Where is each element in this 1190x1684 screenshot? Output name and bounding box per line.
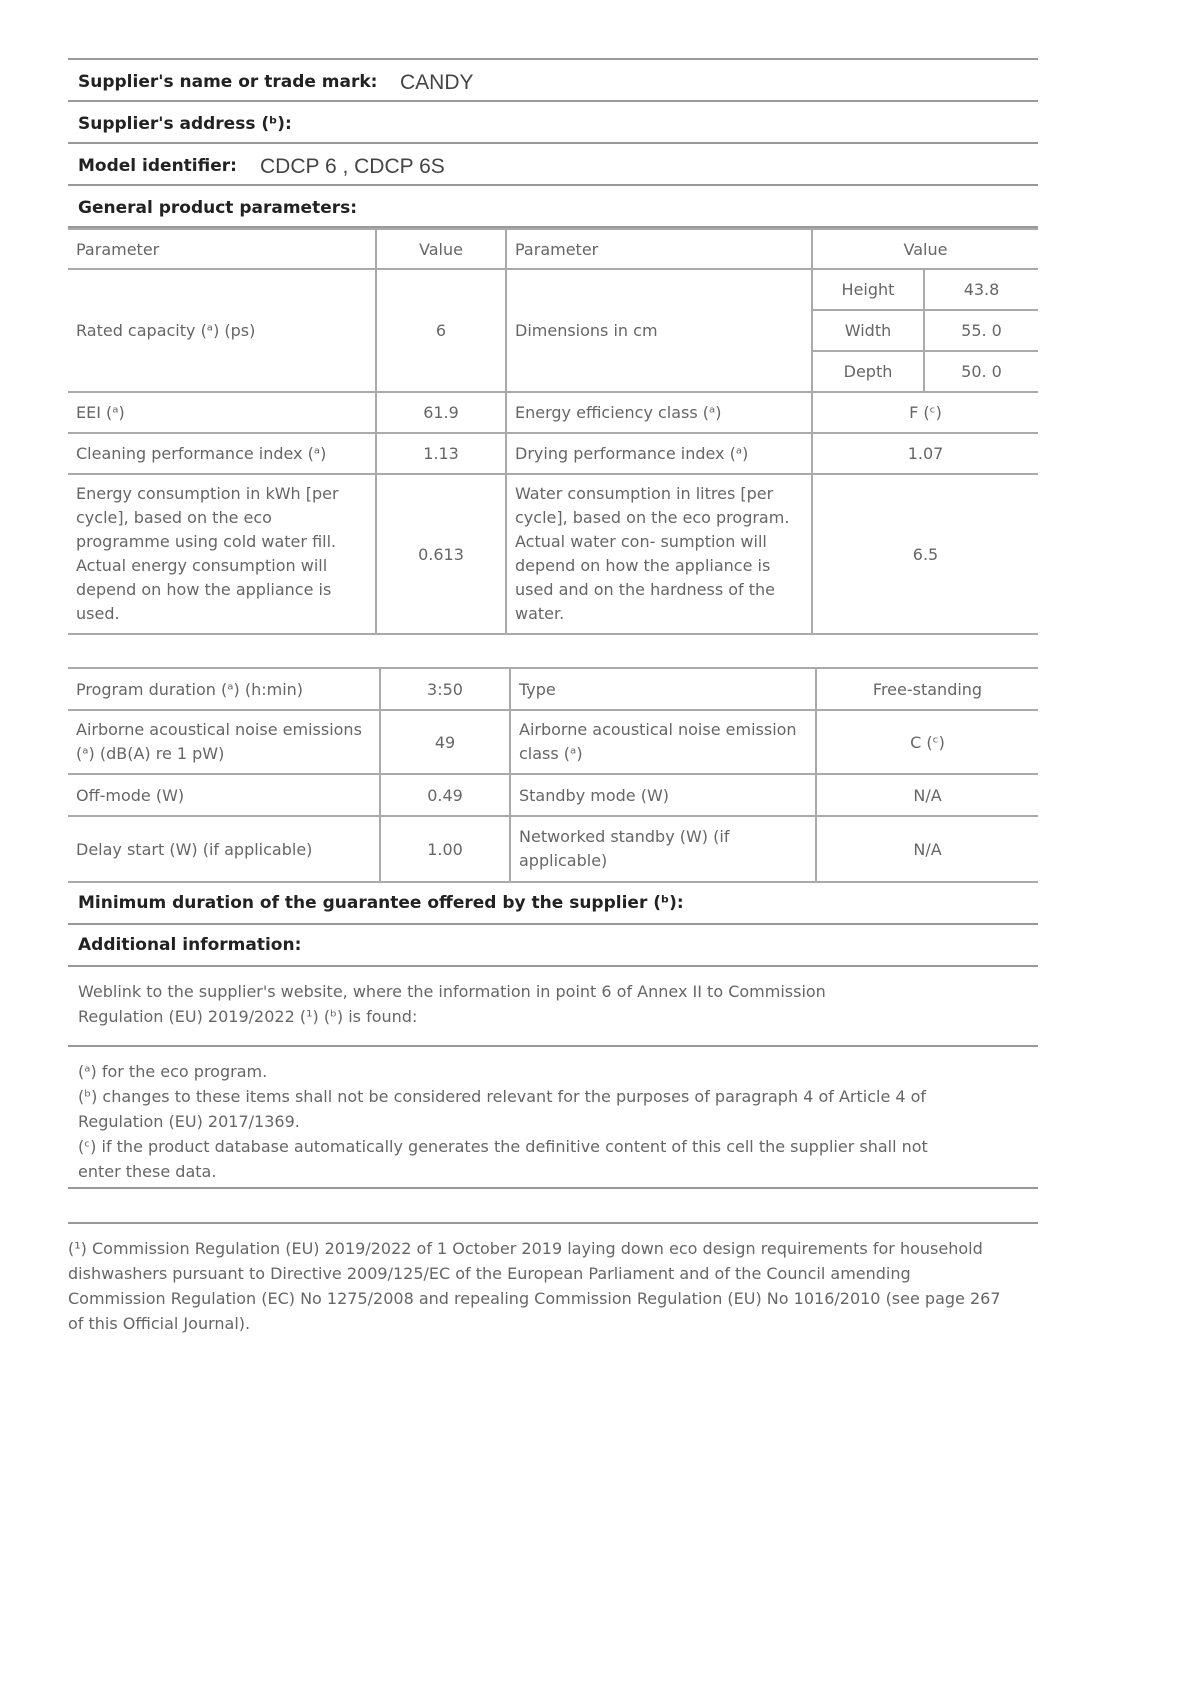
depth-label: Depth [812,351,924,392]
model-identifier-label: Model identifier: [78,156,237,176]
rated-capacity-value: 6 [376,269,506,392]
depth-value: 50. 0 [924,351,1038,392]
cleaning-index-value: 1.13 [376,433,506,474]
energy-class-label: Energy efficiency class (ᵃ) [506,392,812,433]
standby-mode-value: N/A [816,774,1038,816]
noise-class-label: Airborne acoustical noise emission class (ᵃ) [510,710,816,774]
type-value: Free-standing [816,668,1038,710]
delay-start-label: Delay start (W) (if applicable) [68,816,380,882]
note-b: (ᵇ) changes to these items shall not be considered relevant for the purposes of paragraph 4 of Article 4 of Regulation (EU) 2017/1369. [78,1087,927,1131]
footnote [68,1222,1038,1336]
notes-block [68,1047,1038,1189]
weblink-text: Weblink to the supplier's website, where the information in point 6 of Annex II to Commission Regulation (EU) 2019/2022 (¹) (ᵇ) is found: [78,982,826,1026]
table-gap [68,635,1038,667]
model-identifier-value: CDCP 6 , CDCP 6S [260,155,445,178]
table-row [68,668,1038,710]
table-row [68,433,1038,474]
table-row [68,710,1038,774]
water-consumption-label: Water consumption in litres [per cycle], based on the eco program. Actual water con- sumption will depend on how the appliance is used and on the hardness of the water. [506,474,812,634]
energy-class-value: F (ᶜ) [812,392,1038,433]
header-value-2: Value [812,229,1038,269]
height-label: Height [812,269,924,310]
eei-value: 61.9 [376,392,506,433]
table-row [68,269,1038,310]
supplier-name-label: Supplier's name or trade mark: [78,72,378,92]
width-label: Width [812,310,924,351]
noise-class-value: C (ᶜ) [816,710,1038,774]
table-row [68,392,1038,433]
eei-label: EEI (ᵃ) [68,392,376,433]
networked-standby-value: N/A [816,816,1038,882]
program-duration-value: 3:50 [380,668,510,710]
off-mode-label: Off-mode (W) [68,774,380,816]
dimensions-label: Dimensions in cm [506,269,812,392]
supplier-name-row [68,60,1038,102]
general-parameters-table [68,228,1038,635]
guarantee-label: Minimum duration of the guarantee offered by the supplier (ᵇ): [78,893,684,913]
type-label: Type [510,668,816,710]
height-value: 43.8 [924,269,1038,310]
energy-consumption-value: 0.613 [376,474,506,634]
table-row [68,474,1038,634]
energy-consumption-label: Energy consumption in kWh [per cycle], based on the eco programme using cold water fill. Actual energy consumption will depend on how the appliance is used. [68,474,376,634]
supplier-address-row [68,102,1038,144]
program-parameters-table [68,667,1038,883]
weblink-row [68,967,1038,1047]
general-parameters-row [68,186,1038,228]
delay-start-value: 1.00 [380,816,510,882]
noise-emissions-label: Airborne acoustical noise emissions (ᵃ) (dB(A) re 1 pW) [68,710,380,774]
rated-capacity-label: Rated capacity (ᵃ) (ps) [68,269,376,392]
header-parameter: Parameter [68,229,376,269]
additional-info-label: Additional information: [78,935,302,955]
supplier-name-value: CANDY [400,71,474,94]
standby-mode-label: Standby mode (W) [510,774,816,816]
note-c: (ᶜ) if the product database automatically generates the definitive content of this cell the supplier shall not enter these data. [78,1137,928,1181]
product-information-sheet [68,58,1038,1189]
supplier-address-label: Supplier's address (ᵇ): [78,114,292,134]
additional-info-row [68,925,1038,967]
header-value: Value [376,229,506,269]
cleaning-index-label: Cleaning performance index (ᵃ) [68,433,376,474]
water-consumption-value: 6.5 [812,474,1038,634]
table-row [68,774,1038,816]
drying-index-label: Drying performance index (ᵃ) [506,433,812,474]
table-row [68,816,1038,882]
header-parameter-2: Parameter [506,229,812,269]
guarantee-row [68,883,1038,925]
off-mode-value: 0.49 [380,774,510,816]
noise-emissions-value: 49 [380,710,510,774]
footnote-text: (¹) Commission Regulation (EU) 2019/2022 of 1 October 2019 laying down eco design requirements for household dishwashers pursuant to Directive 2009/125/EC of the European Parliament and of the Council amending Commission Regulation (EC) No 1275/2008 and repealing Commission Regulation (EU) No 1016/2010 (see page 267 of this Official Journal). [68,1239,1001,1333]
note-a: (ᵃ) for the eco program. [78,1062,268,1081]
drying-index-value: 1.07 [812,433,1038,474]
width-value: 55. 0 [924,310,1038,351]
model-identifier-row [68,144,1038,186]
general-parameters-label: General product parameters: [78,198,358,218]
networked-standby-label: Networked standby (W) (if applicable) [510,816,816,882]
table-header-row [68,229,1038,269]
program-duration-label: Program duration (ᵃ) (h:min) [68,668,380,710]
